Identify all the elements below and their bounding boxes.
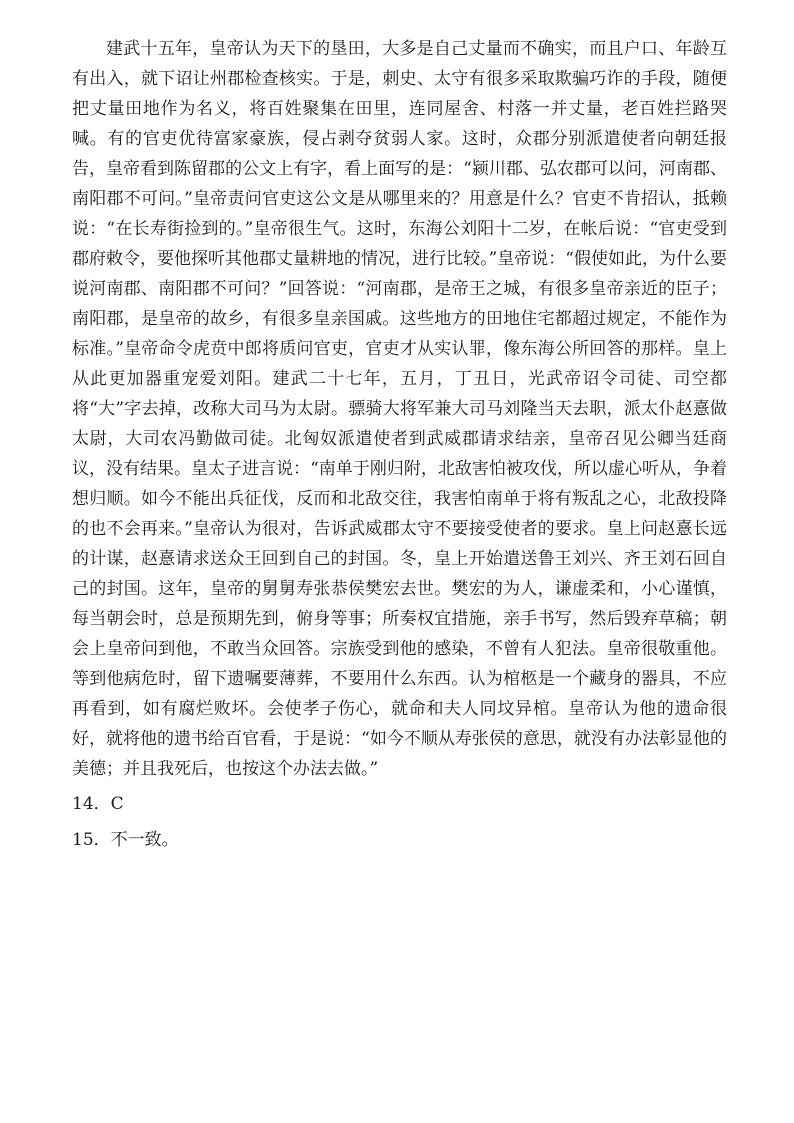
answer-15: 15．不一致。 [72,830,179,850]
document-page [72,34,727,856]
translation-paragraph: 建武十五年，皇帝认为天下的垦田，大多是自己丈量而不确实，而且户口、年龄互有出入，就下诏让州郡检查核实。于是，刺史、太守有很多采取欺骗巧诈的手段，随便把丈量田地作为名义，将百姓聚集在田里，连同屋舍、村落一并丈量，老百姓拦路哭喊。有的官吏优待富家豪族，侵占剥夺贫弱人家。这时，众郡分别派遣使者向朝廷报告，皇帝看到陈留郡的公文上有字，看上面写的是：“颍川郡、弘农郡可以问，河南郡、南阳郡不可问。”皇帝责问官吏这公文是从哪里来的？用意是什么？官吏不肯招认，抵赖说：“在长寿街捡到的。”皇帝很生气。这时，东海公刘阳十二岁，在帐后说：“官吏受到郡府敕令，要他探听其他郡丈量耕地的情况，进行比较。”皇帝说：“假使如此，为什么要说河南郡、南阳郡不可问？”回答说：“河南郡，是帝王之城，有很多皇帝亲近的臣子；南阳郡，是皇帝的故乡，有很多皇亲国戚。这些地方的田地住宅都超过规定，不能作为标准。”皇帝命令虎贲中郎将质问官吏，官吏才从实认罪，像东海公所回答的那样。皇上从此更加器重宠爱刘阳。建武二十七年，五月，丁丑日，光武帝诏令司徒、司空都将“大”字去掉，改称大司马为太尉。骠骑大将军兼大司马刘隆当天去职，派太仆赵憙做太尉，大司农冯勤做司徒。北匈奴派遣使者到武威郡请求结亲，皇帝召见公卿当廷商议，没有结果。皇太子进言说：“南单于刚归附，北敌害怕被攻伐，所以虚心听从，争着想归顺。如今不能出兵征伐，反而和北敌交往，我害怕南单于将有叛乱之心，北敌投降的也不会再来。”皇帝认为很对，告诉武威郡太守不要接受使者的要求。皇上问赵憙长远的计谋，赵憙请求送众王回到自己的封国。冬，皇上开始遣送鲁王刘兴、齐王刘石回自己的封国。这年，皇帝的舅舅寿张恭侯樊宏去世。樊宏的为人，谦虚柔和，小心谨慎，每当朝会时，总是预期先到，俯身等事；所奏权宜措施，亲手书写，然后毁弃草稿；朝会上皇帝问到他，不敢当众回答。宗族受到他的感染，不曾有人犯法。皇帝很敬重他。等到他病危时，留下遗嘱要薄葬，不要用什么东西。认为棺柩是一个藏身的器具，不应再看到，如有腐烂败坏。会使孝子伤心，就命和夫人同坟异棺。皇帝认为他的遗命很好，就将他的遗书给百官看，于是说：“如今不顺从寿张侯的意思，就没有办法彰显他的美德；并且我死后，也按这个办法去做。” [72,39,727,779]
answer-14: 14．C [72,794,124,814]
